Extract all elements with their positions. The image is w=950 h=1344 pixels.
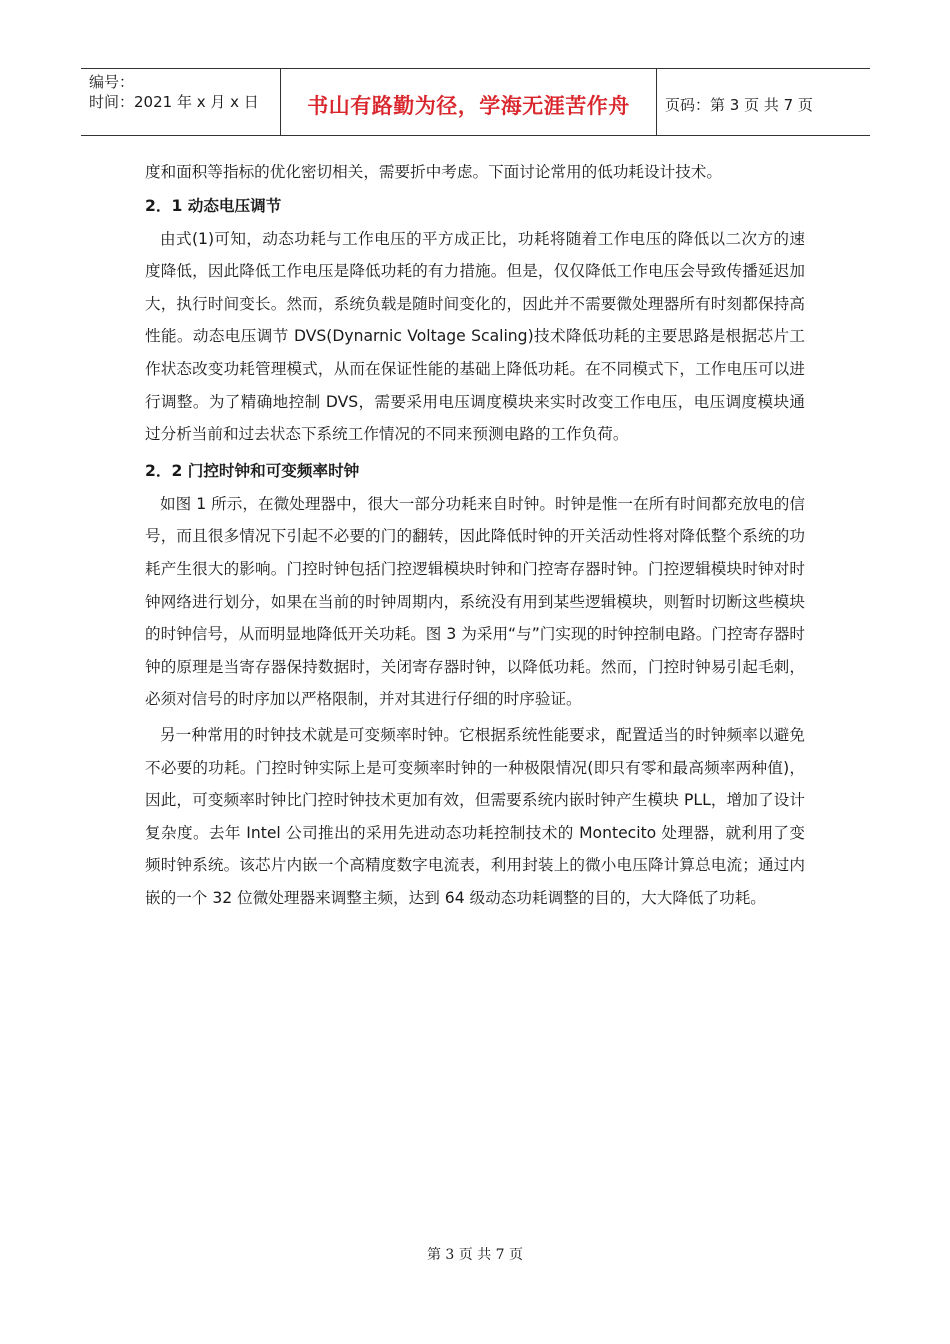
section-heading-2-1: 2．1 动态电压调节 — [145, 196, 282, 215]
document-number-label: 编号： — [89, 73, 135, 91]
header-meta — [81, 69, 281, 135]
page-header — [81, 68, 870, 136]
header-page-info-cell — [657, 69, 870, 135]
header-motto-cell — [281, 69, 657, 135]
document-body — [145, 156, 805, 914]
header-motto: 书山有路勤为径，学海无涯苦作舟 — [307, 94, 630, 118]
header-page-info: 页码：第 3 页 共 7 页 — [665, 95, 813, 114]
paragraph-variable-clock: 另一种常用的时钟技术就是可变频率时钟。它根据系统性能要求，配置适当的时钟频率以避免不必要的功耗。门控时钟实际上是可变频率时钟的一种极限情况(即只有零和最高频率两种值)，因此，可变频率时钟比门控时钟技术更加有效，但需要系统内嵌时钟产生模块 PLL，增加了设计复杂度。去年 Intel 公司推出的采用先进动态功耗控制技术的 Montecito 处理器，就利用了变频时钟系统。该芯片内嵌一个高精度数字电流表，利用封装上的微小电压降计算总电流；通过内嵌的一个 32 位微处理器来调整主频，达到 64 级动态功耗调整的目的，大大降低了功耗。 — [145, 725, 805, 907]
section-heading-2-2: 2．2 门控时钟和可变频率时钟 — [145, 461, 360, 480]
paragraph-gated-clock: 如图 1 所示，在微处理器中，很大一部分功耗来自时钟。时钟是惟一在所有时间都充放电的信号，而且很多情况下引起不必要的门的翻转，因此降低时钟的开关活动性将对降低整个系统的功耗产生很大的影响。门控时钟包括门控逻辑模块时钟和门控寄存器时钟。门控逻辑模块时钟对时钟网络进行划分，如果在当前的时钟周期内，系统没有用到某些逻辑模块，则暂时切断这些模块的时钟信号，从而明显地降低开关功耗。图 3 为采用“与”门实现的时钟控制电路。门控寄存器时钟的原理是当寄存器保持数据时，关闭寄存器时钟，以降低功耗。然而，门控时钟易引起毛刺，必须对信号的时序加以严格限制，并对其进行仔细的时序验证。 — [145, 494, 805, 709]
paragraph-continued: 度和面积等指标的优化密切相关，需要折中考虑。下面讨论常用的低功耗设计技术。 — [145, 163, 722, 181]
document-time: 时间：2021 年 x 月 x 日 — [89, 93, 259, 111]
page-footer: 第 3 页 共 7 页 — [426, 1247, 524, 1263]
paragraph-dvs: 由式(1)可知，动态功耗与工作电压的平方成正比，功耗将随着工作电压的降低以二次方的速度降低，因此降低工作电压是降低功耗的有力措施。但是，仅仅降低工作电压会导致传播延迟加大，执行时间变长。然而，系统负载是随时间变化的，因此并不需要微处理器所有时刻都保持高性能。动态电压调节 DVS(Dynarnic Voltage Scaling)技术降低功耗的主要思路是根据芯片工作状态改变功耗管理模式，从而在保证性能的基础上降低功耗。在不同模式下，工作电压可以进行调整。为了精确地控制 DVS，需要采用电压调度模块来实时改变工作电压，电压调度模块通过分析当前和过去状态下系统工作情况的不同来预测电路的工作负荷。 — [145, 229, 805, 444]
